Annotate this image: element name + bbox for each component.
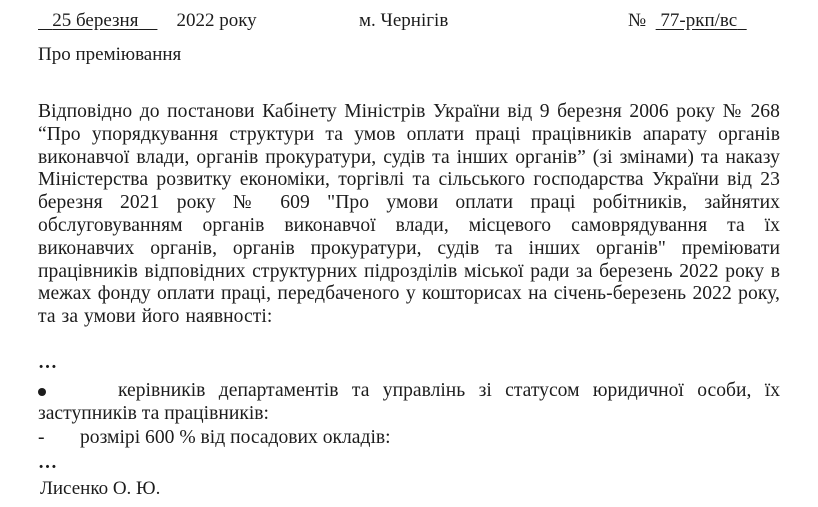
order-subject: Про преміювання xyxy=(38,44,182,65)
bullet-list-item xyxy=(38,380,780,426)
ellipsis-marker-2: … xyxy=(38,452,61,473)
order-date xyxy=(38,10,257,32)
dash-item-text: розмірі 600 % від посадових окладів: xyxy=(80,427,391,448)
order-date-year: 2022 року xyxy=(176,10,257,31)
ellipsis-marker: … xyxy=(38,352,61,373)
order-number xyxy=(628,10,747,32)
order-number-value: 77-ркп/вс xyxy=(660,10,738,31)
signer-name: Лисенко О. Ю. xyxy=(40,478,161,499)
order-number-prefix: № xyxy=(628,10,647,31)
dash-mark: - xyxy=(38,427,45,448)
order-date-day: 25 березня xyxy=(52,10,139,31)
order-city: м. Чернігів xyxy=(359,10,449,31)
dash-list-item xyxy=(38,427,391,450)
bullet-icon xyxy=(38,380,118,403)
bullet-item-text: керівників департаментів та управлінь зі статусом юридичної особи, їх заступників та працівників: xyxy=(38,380,780,424)
main-paragraph: Відповідно до постанови Кабінету Міністрів України від 9 березня 2006 року № 268 “Про упорядкування структури та умов оплати праці працівників апарату органів виконавчої влади, органів прокуратури, судів та інших органів” (зі змінами) та наказу Міністерства розвитку економіки, торгівлі та сільського господарства України від 23 березня 2021 року № 609 "Про умови оплати праці робітників, зайнятих обслуговуванням органів виконавчої влади, місцевого самоврядування та їх виконавчих органів, органів прокуратури, судів та інших органів" преміювати працівників відповідних структурних підрозділів міської ради за березень 2022 року в межах фонду оплати праці, передбаченого у кошторисах на січень-березень 2022 року, та за умови його наявності: xyxy=(38,101,780,328)
